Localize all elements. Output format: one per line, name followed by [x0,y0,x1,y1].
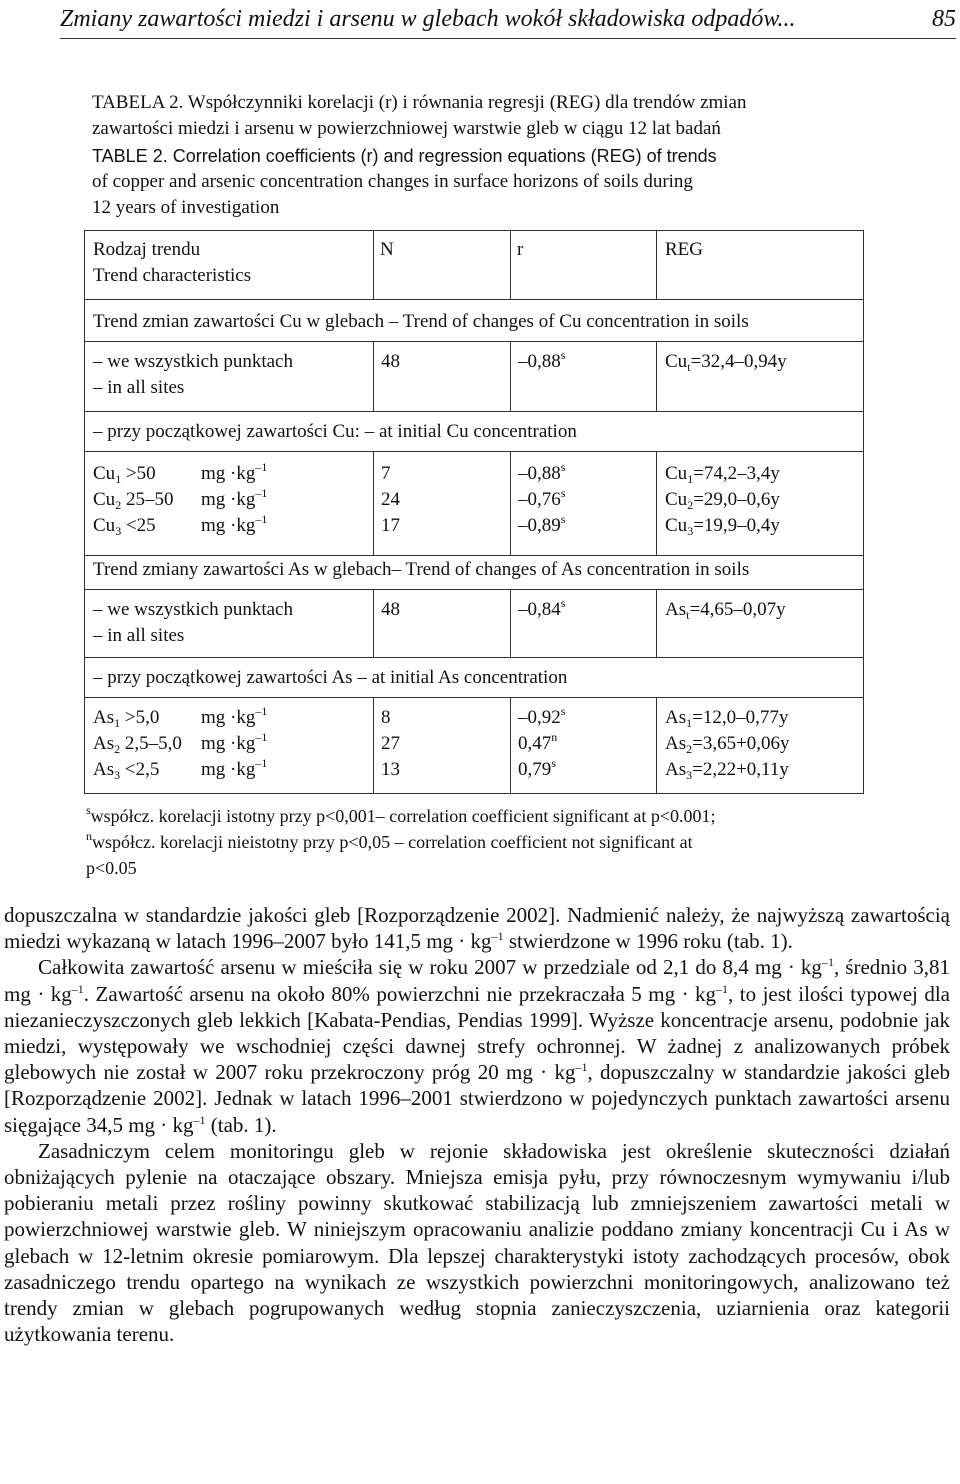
as-row-label: $As_2$ 2,5–5,0 [93,733,182,756]
as-all-n: 48 [381,599,400,620]
cu-all-r: –0,88$^s$ [518,348,566,372]
cu-row-n: 24 [381,489,400,510]
cu-row-reg: $Cu_3=19,9-0,4y$ [665,515,780,538]
header-reg: REG [665,239,703,260]
header-trend-pl: Rodzaj trendu [93,239,201,260]
as-row-reg: $As_2=3,65+0,06y$ [665,733,790,756]
paragraph-2: Całkowita zawartość arsenu w mieściła się w roku 2007 w przedziale od 2,1 do 8,4 mg · $kg^{-1}$, średnio 3,81 mg · $kg^{-1}$. Zawartość arsenu na około 80% powierzchni nie przekraczała 5 mg · $kg^{-1}$, to jest ilości typowej dla niezanieczyszczonych gleb lekkich [Kabata-Pendias, Pendias 1999]. Wyższe koncentracje arsenu, podobnie jak miedzi, występowały we wschodniej części dawnej strefy ochronnej. W żadnej z analizowanych próbek glebowych nie został w 2007 roku przekroczony próg 20 mg · $kg^{-1}$, dopuszczalny w standardzie jakości gleb [Rozporządzenie 2002]. Jednak w latach 1996–2001 stwierdzono w pojedynczych punktach zawartości arsenu sięgające 34,5 mg · $kg^{-1}$ (tab. 1). [4,955,950,1137]
as-all-pl: – we wszystkich punktach [93,599,293,620]
as-row-unit: mg $\cdot kg^{-1}$ [201,756,268,780]
body-text [4,902,950,1347]
footnote-not-significant-cont: p<0.05 [86,858,137,878]
caption-en-line2: of copper and arsenic concentration changes in surface horizons of soils during [92,171,693,192]
as-row-unit: mg $\cdot kg^{-1}$ [201,730,268,754]
cu-row-r: –0,76$^s$ [518,486,566,510]
cu-row-unit: mg $\cdot kg^{-1}$ [201,486,268,510]
cu-section-title: Trend zmian zawartości Cu w glebach – Trend of changes of Cu concentration in soils [93,311,749,332]
footnote-not-significant: $^n$współcz. korelacji nieistotny przy p<0,05 – correlation coefficient not significant at [86,829,693,852]
caption-pl-line2: zawartości miedzi i arsenu w powierzchniowej warstwie gleb w ciągu 12 lat badań [92,118,721,139]
as-row-r: 0,79$^s$ [518,756,556,780]
as-row-n: 13 [381,759,400,780]
cu-all-en: – in all sites [93,377,185,398]
caption-en-line3: 12 years of investigation [92,197,280,218]
as-row-label: $As_1 >5,0$ [93,707,160,730]
cu-all-pl: – we wszystkich punktach [93,351,293,372]
cu-row-unit: mg $\cdot kg^{-1}$ [201,512,268,536]
as-section-title: Trend zmiany zawartości As w glebach– Trend of changes of As concentration in soils [93,559,750,580]
as-row-unit: mg $\cdot kg^{-1}$ [201,704,268,728]
as-row-reg: $As_3=2,22+0,11y$ [665,759,789,782]
header-n: N [380,239,394,260]
cu-all-n: 48 [381,351,400,372]
as-row-r: –0,92$^s$ [518,704,566,728]
cu-row-reg: $Cu_1=74,2-3,4y$ [665,463,780,486]
cu-row-n: 17 [381,515,400,536]
caption-en-line1: TABLE 2. Correlation coefficients (r) and regression equations (REG) of trends [92,146,717,166]
cu-row-n: 7 [381,463,391,484]
header-r: r [517,239,524,260]
cu-row-label: $Cu_3 <25$ [93,515,156,538]
cu-all-reg: $Cu_t=32,4-0,94y$ [665,351,787,374]
as-row-r: 0,47$^n$ [518,730,558,754]
as-row-n: 27 [381,733,400,754]
as-row-reg: $As_1=12,0-0,77y$ [665,707,789,730]
cu-row-r: –0,89$^s$ [518,512,566,536]
cu-row-label: $Cu_1 >50$ [93,463,156,486]
as-row-n: 8 [381,707,391,728]
cu-row-r: –0,88$^s$ [518,460,566,484]
paragraph-1: dopuszczalna w standardzie jakości gleb [Rozporządzenie 2002]. Nadmienić należy, że najwyższą zawartością miedzi wykazaną w latach 1996–2007 było 141,5 mg · $kg^{-1}$ stwierdzone w 1996 roku (tab. 1). [4,903,950,954]
cu-row-label: $Cu_2$ 25–50 [93,489,174,512]
as-all-r: –0,84$^s$ [518,596,566,620]
header-title: Zmiany zawartości miedzi i arsenu w glebach wokół składowiska odpadów... [60,6,796,32]
page-number: 85 [932,6,956,32]
header-trend-en: Trend characteristics [93,265,252,286]
caption-pl-line1: TABELA 2. Współczynniki korelacji (r) i równania regresji (REG) dla trendów zmian [92,92,747,113]
running-header [60,2,956,39]
as-all-en: – in all sites [93,625,185,646]
correlation-table [84,230,864,794]
paragraph-3: Zasadniczym celem monitoringu gleb w rejonie składowiska jest określenie skuteczności działań obniżających pylenie na otaczające obszary. Mniejsza emisja pyłu, przy równoczesnym wymywaniu i/lub pobieraniu metali przez rośliny powinny skutkować stabilizacją lub zmniejszeniem zawartości metali w powierzchniowej warstwie gleb. W niniejszym opracowaniu analizie poddano zmiany koncentracji Cu i As w glebach w 12-letnim okresie pomiarowym. Dla lepszej charakterystyki istoty zachodzących procesów, obok zasadniczego trendu opartego na wynikach ze wszystkich powierzchni monitoringowych, analizowano też trendy zmian w glebach pogrupowanych według stopnia zanieczyszczenia, uziarnienia oraz kategorii użytkowania terenu. [4,1138,950,1347]
cu-initial-title: – przy początkowej zawartości Cu: – at initial Cu concentration [93,421,577,442]
cu-row-unit: mg $\cdot kg^{-1}$ [201,460,268,484]
as-initial-title: – przy początkowej zawartości As – at initial As concentration [93,667,568,688]
cu-row-reg: $Cu_2=29,0-0,6y$ [665,489,780,512]
as-row-label: $As_3 <2,5$ [93,759,160,782]
footnote-significant: $^s$współcz. korelacji istotny przy p<0,001– correlation coefficient significant at p<0.001; [86,803,716,826]
as-all-reg: $As_t=4,65-0,07y$ [665,599,786,622]
